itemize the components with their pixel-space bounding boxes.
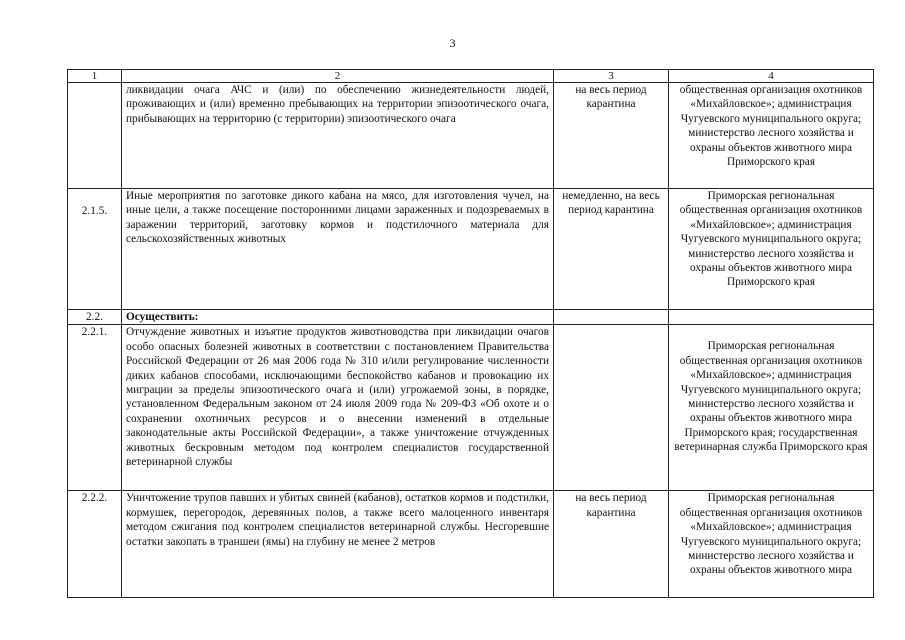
row-executor: Приморская региональная общественная организация охотников «Михайловское»; администрация Чугуевского муниципального округа; министерство лесного хозяйства и охраны объектов животного мира: [669, 491, 874, 598]
measures-table: [67, 69, 874, 598]
row-number: 2.2.1.: [68, 325, 122, 491]
table-row: [68, 310, 874, 325]
row-term: [554, 325, 669, 491]
row-description: Осуществить:: [122, 310, 554, 325]
table-row: [68, 83, 874, 189]
row-description: ликвидации очага АЧС и (или) по обеспечению жизнедеятельности людей, проживающих и (или) временно пребывающих на территории эпизоотического очага, прибывающих на территорию (с территории) эпизоотического очага: [122, 83, 554, 189]
row-term: немедленно, на весь период карантина: [554, 189, 669, 310]
row-executor: Приморская региональная общественная организация охотников «Михайловское»; администрация Чугуевского муниципального округа; министерство лесного хозяйства и охраны объектов животного мира Приморского края; государственная ветеринарная служба Приморского края: [669, 325, 874, 491]
row-number: [68, 83, 122, 189]
row-term: на весь период карантина: [554, 83, 669, 189]
row-description: Уничтожение трупов павших и убитых свиней (кабанов), остатков кормов и подстилки, кормушек, перегородок, деревянных полов, а также всего малоценного инвентаря методом сжигания под контролем специалистов ветеринарной службы. Несгоревшие остатки закопать в траншеи (ямы) на глубину не менее 2 метров: [122, 491, 554, 598]
column-header: 1: [68, 70, 122, 83]
row-executor: Приморская региональная общественная организация охотников «Михайловское»; администрация Чугуевского муниципального округа; министерство лесного хозяйства и охраны объектов животного мира Приморского края: [669, 189, 874, 310]
row-term: на весь период карантина: [554, 491, 669, 598]
table-row: [68, 491, 874, 598]
row-executor: общественная организация охотников «Михайловское»; администрация Чугуевского муниципального округа; министерство лесного хозяйства и охраны объектов животного мира Приморского края: [669, 83, 874, 189]
row-number: 2.1.5.: [68, 189, 122, 310]
page-number: 3: [449, 36, 456, 50]
column-header: 2: [122, 70, 554, 83]
row-term: [554, 310, 669, 325]
row-description: Отчуждение животных и изъятие продуктов животноводства при ликвидации очагов особо опасных болезней животных в соответствии с постановлением Правительства Российской Федерации от 26 мая 2006 года № 310 и/или регулирование численности диких кабанов способами, исключающими беспокойство кабанов и провокацию их миграции за пределы эпизоотического очага и (или) угрожаемой зоны, в порядке, установленном Федеральным законом от 24 июля 2009 года № 209-ФЗ «Об охоте и о сохранении охотничьих ресурсов и о внесении изменений в отдельные законодательные акты Российской Федерации», а также уничтожение отчужденных животных бескровным методом под контролем специалистов государственной ветеринарной службы: [122, 325, 554, 491]
table-header-row: [68, 70, 874, 83]
column-header: 4: [669, 70, 874, 83]
row-description: Иные мероприятия по заготовке дикого кабана на мясо, для изготовления чучел, на иные цели, а также посещение посторонними лицами зараженных и подозреваемых в заражении территорий, заготовку кормов и подстилочного материала для сельскохозяйственных животных: [122, 189, 554, 310]
table-row: [68, 325, 874, 491]
row-number: 2.2.: [68, 310, 122, 325]
row-number: 2.2.2.: [68, 491, 122, 598]
row-executor: [669, 310, 874, 325]
table-row: [68, 189, 874, 310]
column-header: 3: [554, 70, 669, 83]
